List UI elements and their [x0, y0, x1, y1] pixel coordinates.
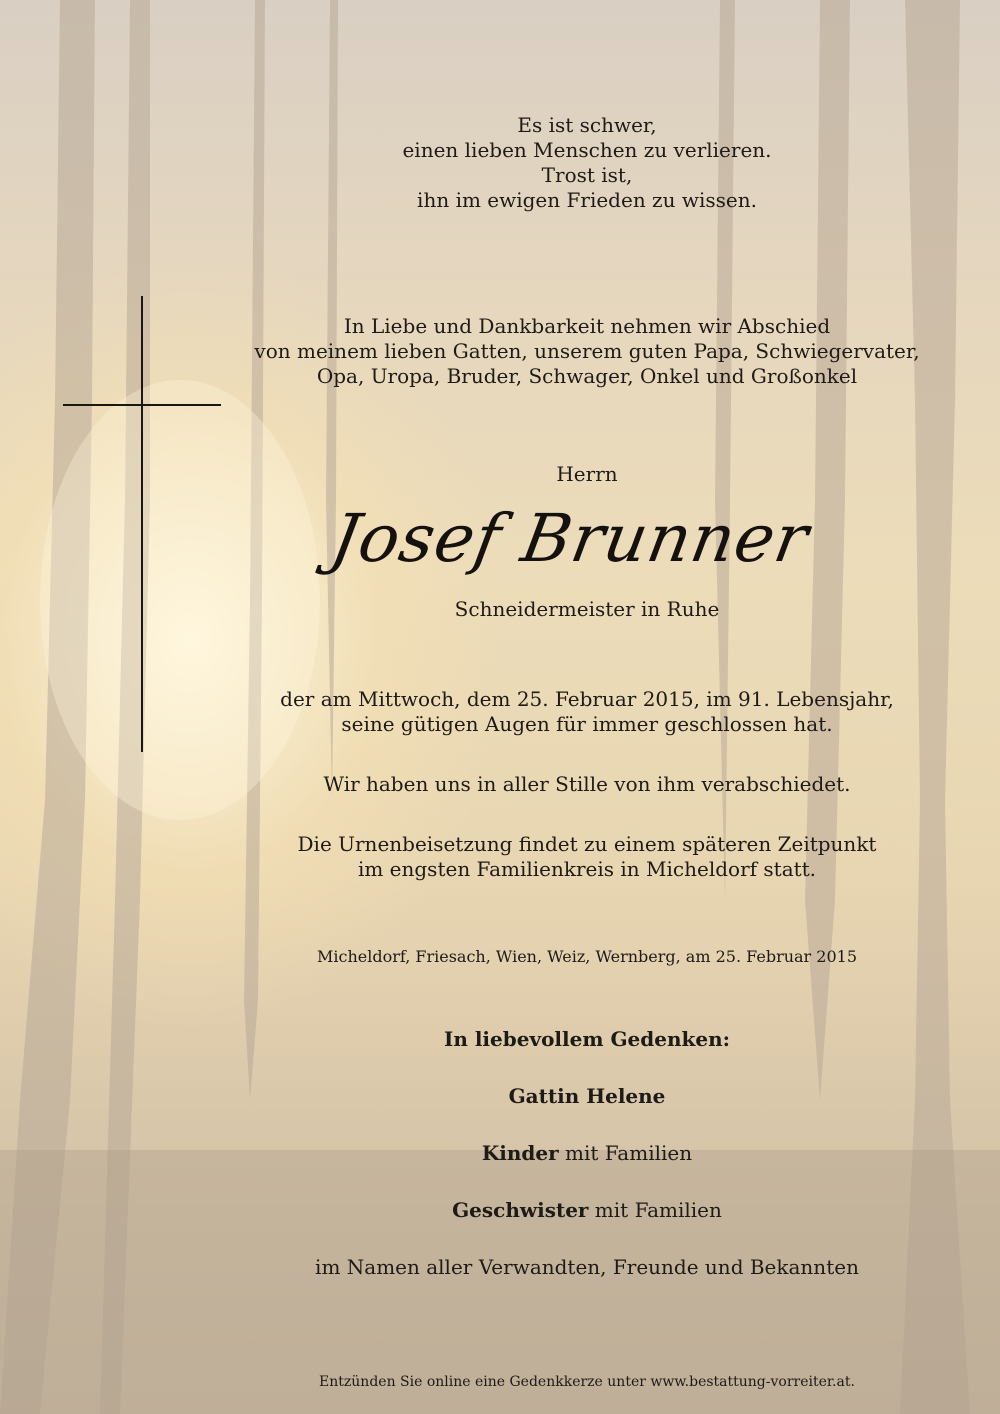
cross-symbol — [63, 296, 221, 752]
salutation-block — [230, 462, 944, 487]
burial-notice — [230, 832, 944, 882]
salutation: Herrn — [556, 462, 618, 486]
motto-line: einen lieben Menschen zu verlieren. — [402, 138, 772, 162]
cross-horizontal-bar — [63, 404, 221, 406]
mourner-others: im Namen aller Verwandten, Freunde und Bekannten — [315, 1255, 859, 1279]
mourner-children — [230, 1141, 944, 1166]
farewell-line: In Liebe und Dankbarkeit nehmen wir Abschied — [343, 314, 831, 338]
mourners-list — [230, 1027, 944, 1280]
mourner-siblings — [230, 1198, 944, 1223]
profession-block — [230, 597, 944, 622]
death-notice-line: seine gütigen Augen für immer geschlossen hat. — [341, 712, 833, 736]
death-notice-line: der am Mittwoch, dem 25. Februar 2015, im 91. Lebensjahr, — [280, 687, 894, 711]
footer-note: Entzünden Sie online eine Gedenkkerze unter www.bestattung-vorreiter.at. — [319, 1374, 855, 1390]
farewell-paragraph — [230, 314, 944, 389]
quiet-farewell: Wir haben uns in aller Stille von ihm verabschiedet. — [323, 772, 851, 796]
burial-line: Die Urnenbeisetzung findet zu einem späteren Zeitpunkt — [297, 832, 877, 856]
places-date-block — [230, 946, 944, 968]
mourner-children-suffix: mit Familien — [558, 1141, 693, 1165]
mourner-children-label: Kinder — [481, 1141, 559, 1165]
deceased-name: Josef Brunner — [325, 500, 815, 577]
mourner-spouse: Gattin Helene — [508, 1084, 666, 1108]
places-date: Micheldorf, Friesach, Wien, Weiz, Wernberg, am 25. Februar 2015 — [316, 947, 858, 966]
mourners-heading: In liebevollem Gedenken: — [443, 1027, 731, 1051]
burial-line: im engsten Familienkreis in Micheldorf statt. — [357, 857, 817, 881]
farewell-line: von meinem lieben Gatten, unserem guten Papa, Schwiegervater, — [254, 339, 920, 363]
motto-line: ihn im ewigen Frieden zu wissen. — [417, 188, 757, 212]
cross-vertical-bar — [141, 296, 143, 752]
death-notice — [230, 687, 944, 737]
farewell-line: Opa, Uropa, Bruder, Schwager, Onkel und Großonkel — [316, 364, 858, 388]
mourner-siblings-suffix: mit Familien — [588, 1198, 722, 1222]
motto-line: Trost ist, — [541, 163, 633, 187]
mourner-siblings-label: Geschwister — [452, 1198, 589, 1222]
quiet-farewell-block — [230, 772, 944, 797]
motto-line: Es ist schwer, — [517, 113, 657, 137]
profession: Schneidermeister in Ruhe — [454, 597, 720, 621]
motto-verse — [230, 113, 944, 213]
